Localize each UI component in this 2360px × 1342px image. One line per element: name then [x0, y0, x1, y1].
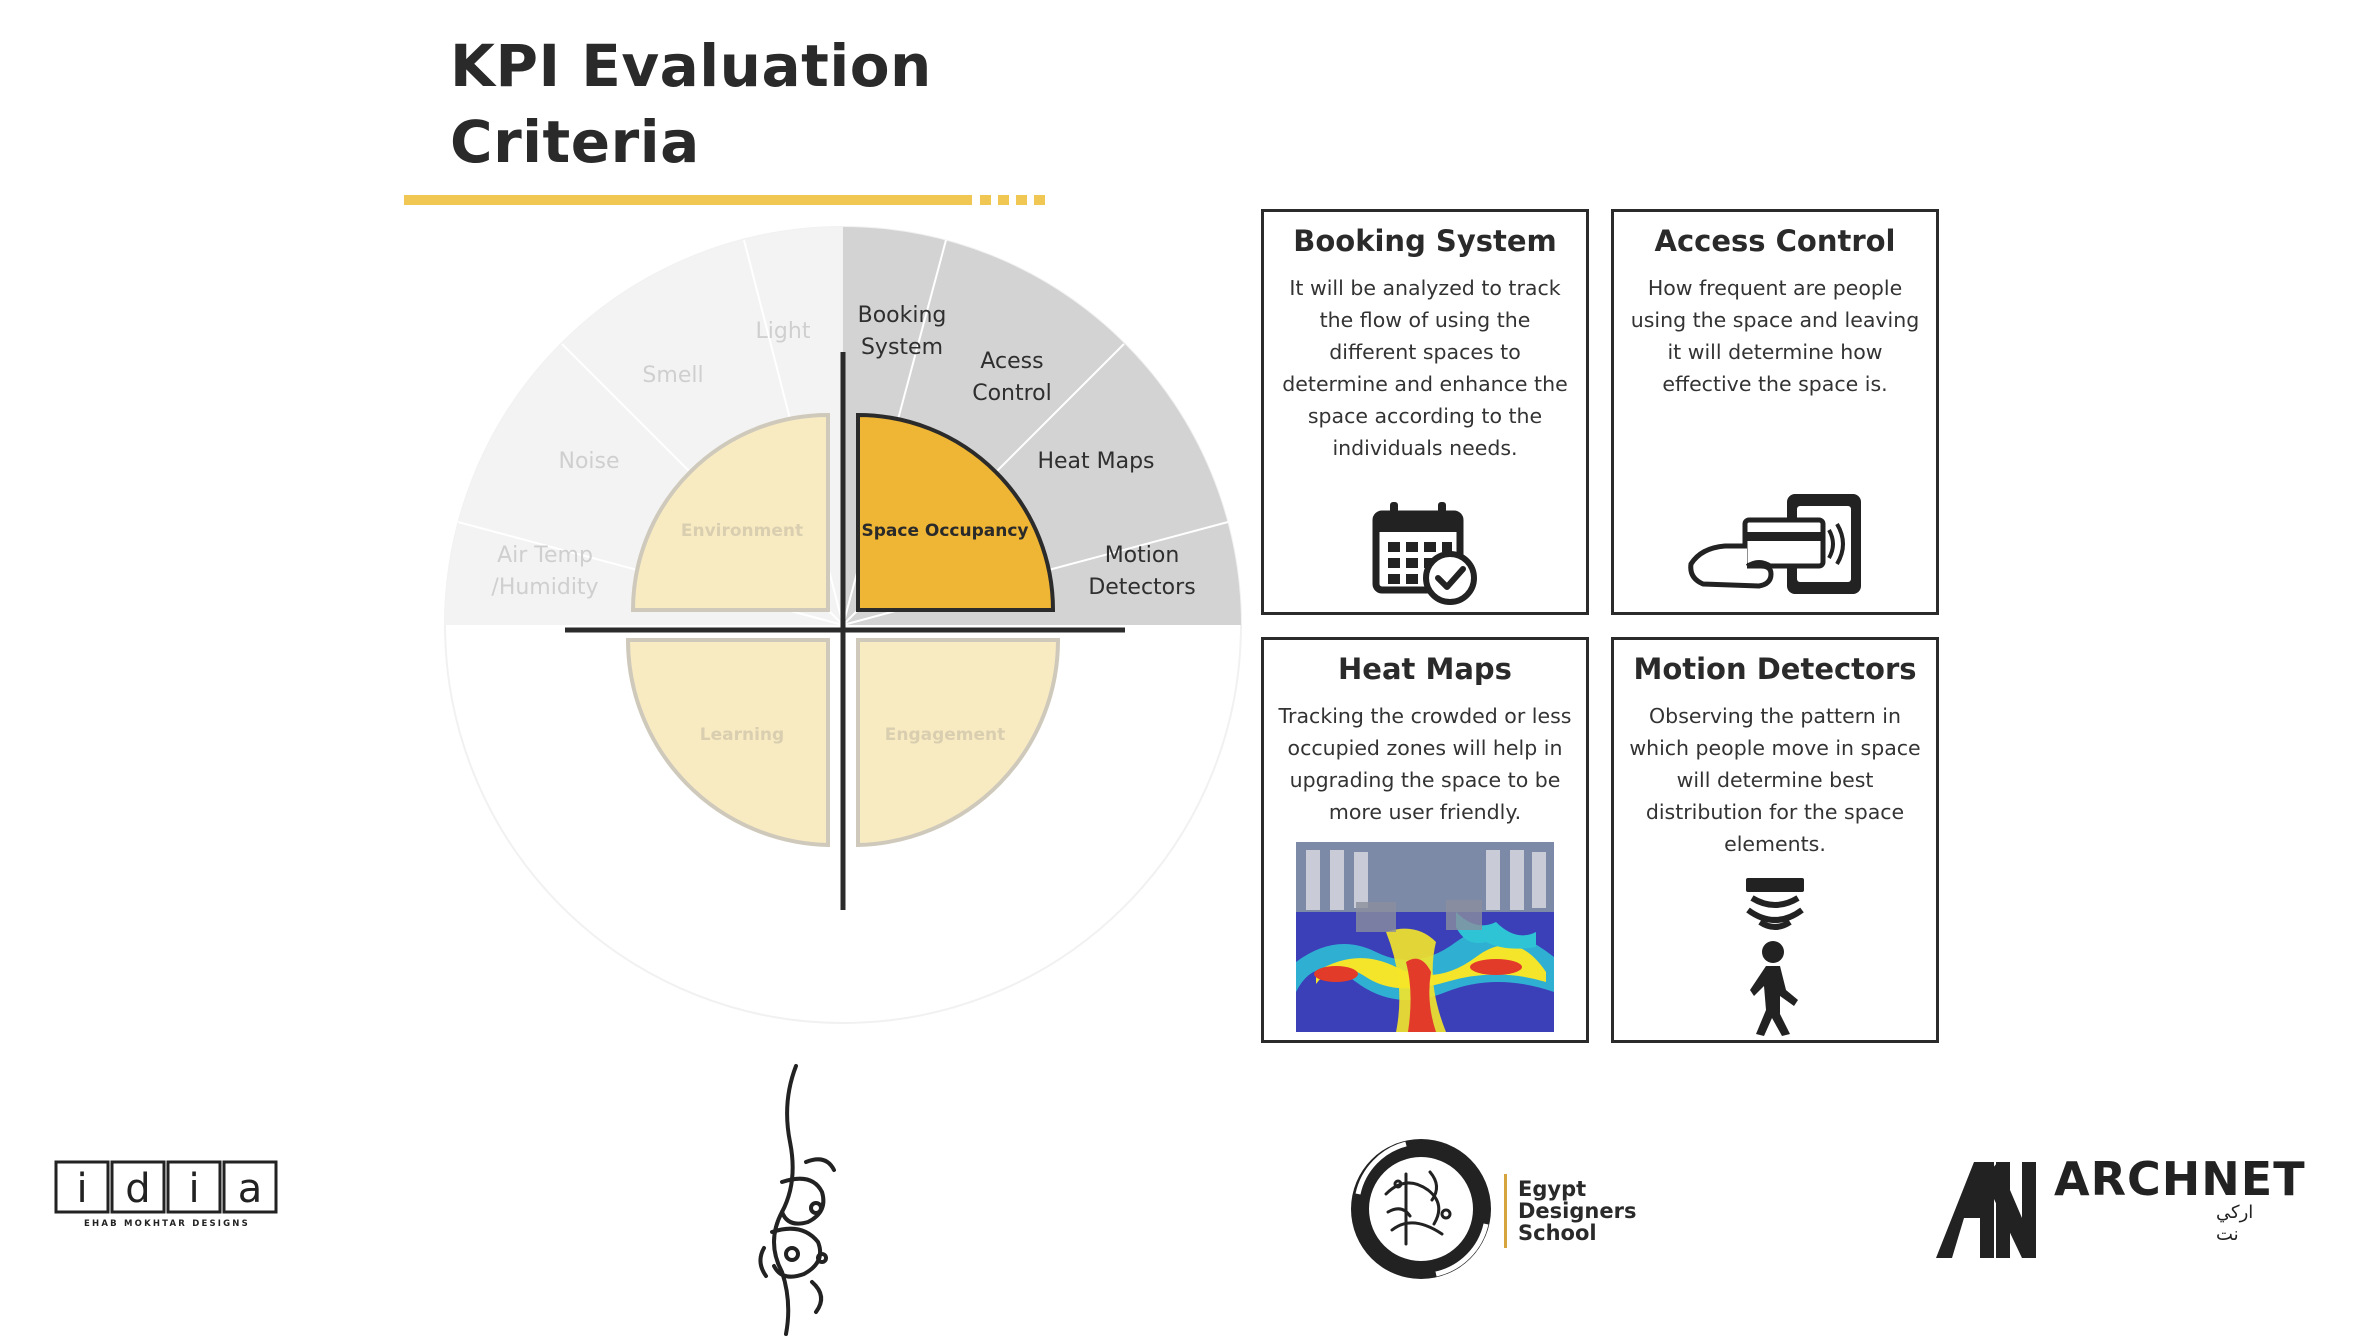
card-text: Observing the pattern in which people move in space will determine best distribution for the space elements.: [1629, 704, 1921, 856]
occ-item-motion-l1: Motion: [1104, 543, 1180, 568]
occ-item-motion-l2: Detectors: [1088, 575, 1196, 600]
eds-line-3: School: [1518, 1221, 1597, 1245]
card-text: How frequent are people using the space and leaving it will determine how effective the space is.: [1630, 276, 1920, 396]
quadrant-space-occupancy-label: Space Occupancy: [861, 521, 1029, 541]
eds-seal-icon: [1346, 1134, 1496, 1284]
quadrant-learning-label: Learning: [699, 725, 785, 745]
page-title: [450, 28, 932, 180]
card-text: Tracking the crowded or less occupied zones will help in upgrading the space to be more user friendly.: [1278, 704, 1572, 824]
card-title: Booking System: [1293, 224, 1557, 258]
env-item-noise: Noise: [558, 449, 620, 474]
card-heat-maps: [1261, 637, 1589, 1043]
occ-item-booking-l1: Booking: [857, 303, 947, 328]
eds-line-2: Designers: [1518, 1199, 1637, 1223]
svg-text:d: d: [125, 1166, 151, 1212]
env-item-light: Light: [755, 319, 811, 344]
eds-line-1: Egypt: [1518, 1177, 1587, 1201]
occ-item-access-l1: Acess: [980, 349, 1044, 374]
archinet-name: ARCHNET: [2054, 1152, 2306, 1206]
svg-text:a: a: [237, 1166, 263, 1212]
env-item-air-temp: Air Temp: [497, 543, 593, 568]
idia-subtitle: EHAB MOKHTAR DESIGNS: [84, 1219, 250, 1228]
arabic-calligraphy-logo: [752, 1062, 842, 1342]
env-item-smell: Smell: [642, 363, 704, 388]
calendar-check-icon: [1264, 500, 1586, 606]
title-accent-bar: [404, 193, 1064, 207]
occ-item-access-l2: Control: [972, 381, 1052, 406]
idia-logo: [54, 1160, 280, 1232]
card-title: Heat Maps: [1338, 652, 1512, 686]
card-access-control: [1611, 209, 1939, 615]
svg-text:i: i: [76, 1166, 88, 1212]
archinet-mark-icon: [1936, 1158, 2040, 1262]
env-item-humidity: /Humidity: [491, 575, 599, 600]
card-motion-detectors: [1611, 637, 1939, 1043]
svg-text:i: i: [188, 1166, 200, 1212]
occ-item-heat-maps: Heat Maps: [1037, 449, 1155, 474]
heat-map-image: [1264, 842, 1586, 1032]
card-booking-system: [1261, 209, 1589, 615]
title-line-2: Criteria: [450, 108, 700, 176]
quadrant-engagement-label: Engagement: [884, 725, 1006, 745]
quadrant-environment-label: Environment: [680, 521, 804, 541]
archinet-arabic: اركي نت: [2216, 1202, 2254, 1245]
occ-item-booking-l2: System: [860, 335, 944, 360]
title-line-1: KPI Evaluation: [450, 32, 932, 100]
motion-sensor-icon: [1614, 878, 1936, 1036]
kpi-wheel-diagram: [430, 220, 1250, 1040]
card-title: Motion Detectors: [1633, 652, 1917, 686]
card-text: It will be analyzed to track the flow of using the different spaces to determine and enhance the space according to the individuals needs.: [1282, 276, 1568, 460]
card-title: Access Control: [1654, 224, 1896, 258]
card-reader-icon: [1614, 492, 1936, 596]
